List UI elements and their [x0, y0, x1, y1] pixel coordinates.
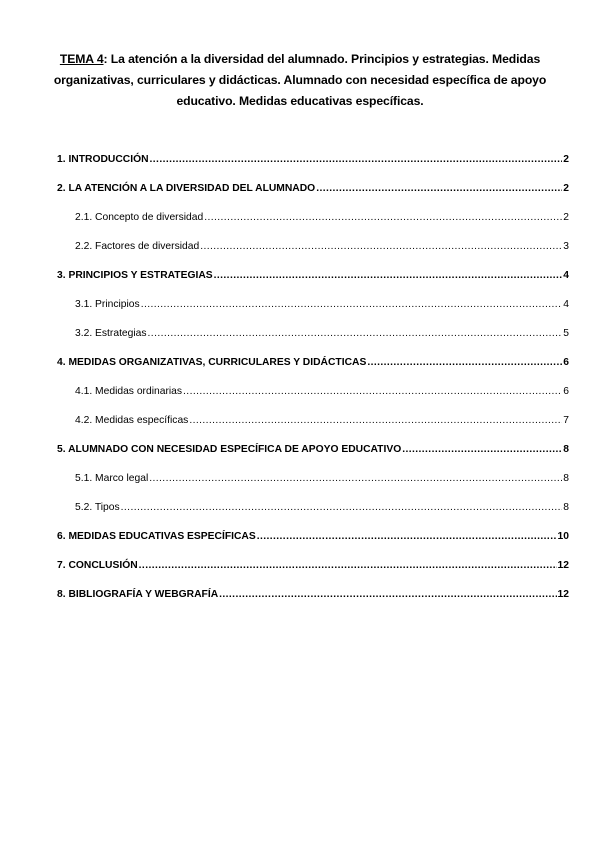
toc-entry-page-number: 7 [563, 415, 569, 426]
toc-entry-title: 3. PRINCIPIOS Y ESTRATEGIAS [57, 270, 213, 281]
toc-entry-title: 5.2. Tipos [75, 502, 120, 513]
toc-entry-title: 6. MEDIDAS EDUCATIVAS ESPECÍFICAS [57, 531, 256, 542]
document-title [50, 49, 550, 112]
toc-dot-leader [204, 212, 562, 223]
toc-entry-page-number: 8 [563, 473, 569, 484]
toc-dot-leader [183, 386, 562, 397]
toc-entry[interactable] [57, 444, 569, 473]
topic-label: TEMA 4 [59, 52, 104, 66]
toc-dot-leader [150, 154, 563, 165]
toc-entry-page-number: 2 [563, 212, 569, 223]
toc-entry-page-number: 8 [563, 502, 569, 513]
toc-entry-title: 4. MEDIDAS ORGANIZATIVAS, CURRICULARES Y DIDÁCTICAS [57, 357, 367, 368]
toc-entry-page-number: 4 [563, 270, 569, 281]
toc-entry-title: 3.1. Principios [75, 299, 140, 310]
toc-entry[interactable] [57, 560, 569, 589]
toc-entry[interactable] [57, 473, 569, 502]
toc-entry-title: 3.2. Estrategias [75, 328, 147, 339]
toc-dot-leader [121, 502, 563, 513]
toc-entry-page-number: 6 [563, 357, 569, 368]
toc-entry-page-number: 12 [557, 589, 569, 600]
toc-dot-leader [257, 531, 557, 542]
toc-entry-page-number: 2 [563, 183, 569, 194]
toc-entry[interactable] [57, 183, 569, 212]
toc-entry-title: 4.1. Medidas ordinarias [75, 386, 183, 397]
toc-entry-title: 4.2. Medidas específicas [75, 415, 189, 426]
toc-dot-leader [200, 241, 562, 252]
toc-entry-title: 2.2. Factores de diversidad [75, 241, 200, 252]
toc-entry-page-number: 12 [557, 560, 569, 571]
toc-entry-page-number: 6 [563, 386, 569, 397]
toc-entry[interactable] [57, 502, 569, 531]
toc-entry[interactable] [57, 270, 569, 299]
toc-entry-title: 5. ALUMNADO CON NECESIDAD ESPECÍFICA DE APOYO EDUCATIVO [57, 444, 402, 455]
toc-dot-leader [367, 357, 562, 368]
toc-entry-title: 1. INTRODUCCIÓN [57, 154, 149, 165]
toc-dot-leader [214, 270, 563, 281]
toc-dot-leader [149, 473, 562, 484]
toc-entry[interactable] [57, 589, 569, 618]
toc-entry[interactable] [57, 241, 569, 270]
toc-entry-page-number: 4 [563, 299, 569, 310]
toc-entry[interactable] [57, 328, 569, 357]
toc-entry[interactable] [57, 357, 569, 386]
toc-dot-leader [148, 328, 563, 339]
toc-entry[interactable] [57, 386, 569, 415]
toc-entry-title: 2. LA ATENCIÓN A LA DIVERSIDAD DEL ALUMNADO [57, 183, 316, 194]
toc-dot-leader [402, 444, 562, 455]
toc-entry[interactable] [57, 154, 569, 183]
toc-dot-leader [139, 560, 557, 571]
toc-dot-leader [316, 183, 562, 194]
toc-dot-leader [219, 589, 556, 600]
toc-entry[interactable] [57, 531, 569, 560]
toc-entry-title: 2.1. Concepto de diversidad [75, 212, 204, 223]
topic-title-text: : La atención a la diversidad del alumnado. Principios y estrategias. Medidas organizativas, curriculares y didácticas. Alumnado con necesidad específica de apoyo educativo. Medidas educativas específicas. [53, 52, 547, 108]
toc-entry-title: 8. BIBLIOGRAFÍA Y WEBGRAFÍA [57, 589, 219, 600]
toc-entry[interactable] [57, 299, 569, 328]
toc-entry-title: 7. CONCLUSIÓN [57, 560, 138, 571]
table-of-contents [57, 154, 569, 618]
toc-entry-title: 5.1. Marco legal [75, 473, 149, 484]
toc-dot-leader [189, 415, 562, 426]
toc-entry[interactable] [57, 212, 569, 241]
toc-entry[interactable] [57, 415, 569, 444]
toc-entry-page-number: 5 [563, 328, 569, 339]
toc-entry-page-number: 3 [563, 241, 569, 252]
toc-dot-leader [141, 299, 563, 310]
toc-entry-page-number: 2 [563, 154, 569, 165]
toc-entry-page-number: 10 [557, 531, 569, 542]
toc-entry-page-number: 8 [563, 444, 569, 455]
